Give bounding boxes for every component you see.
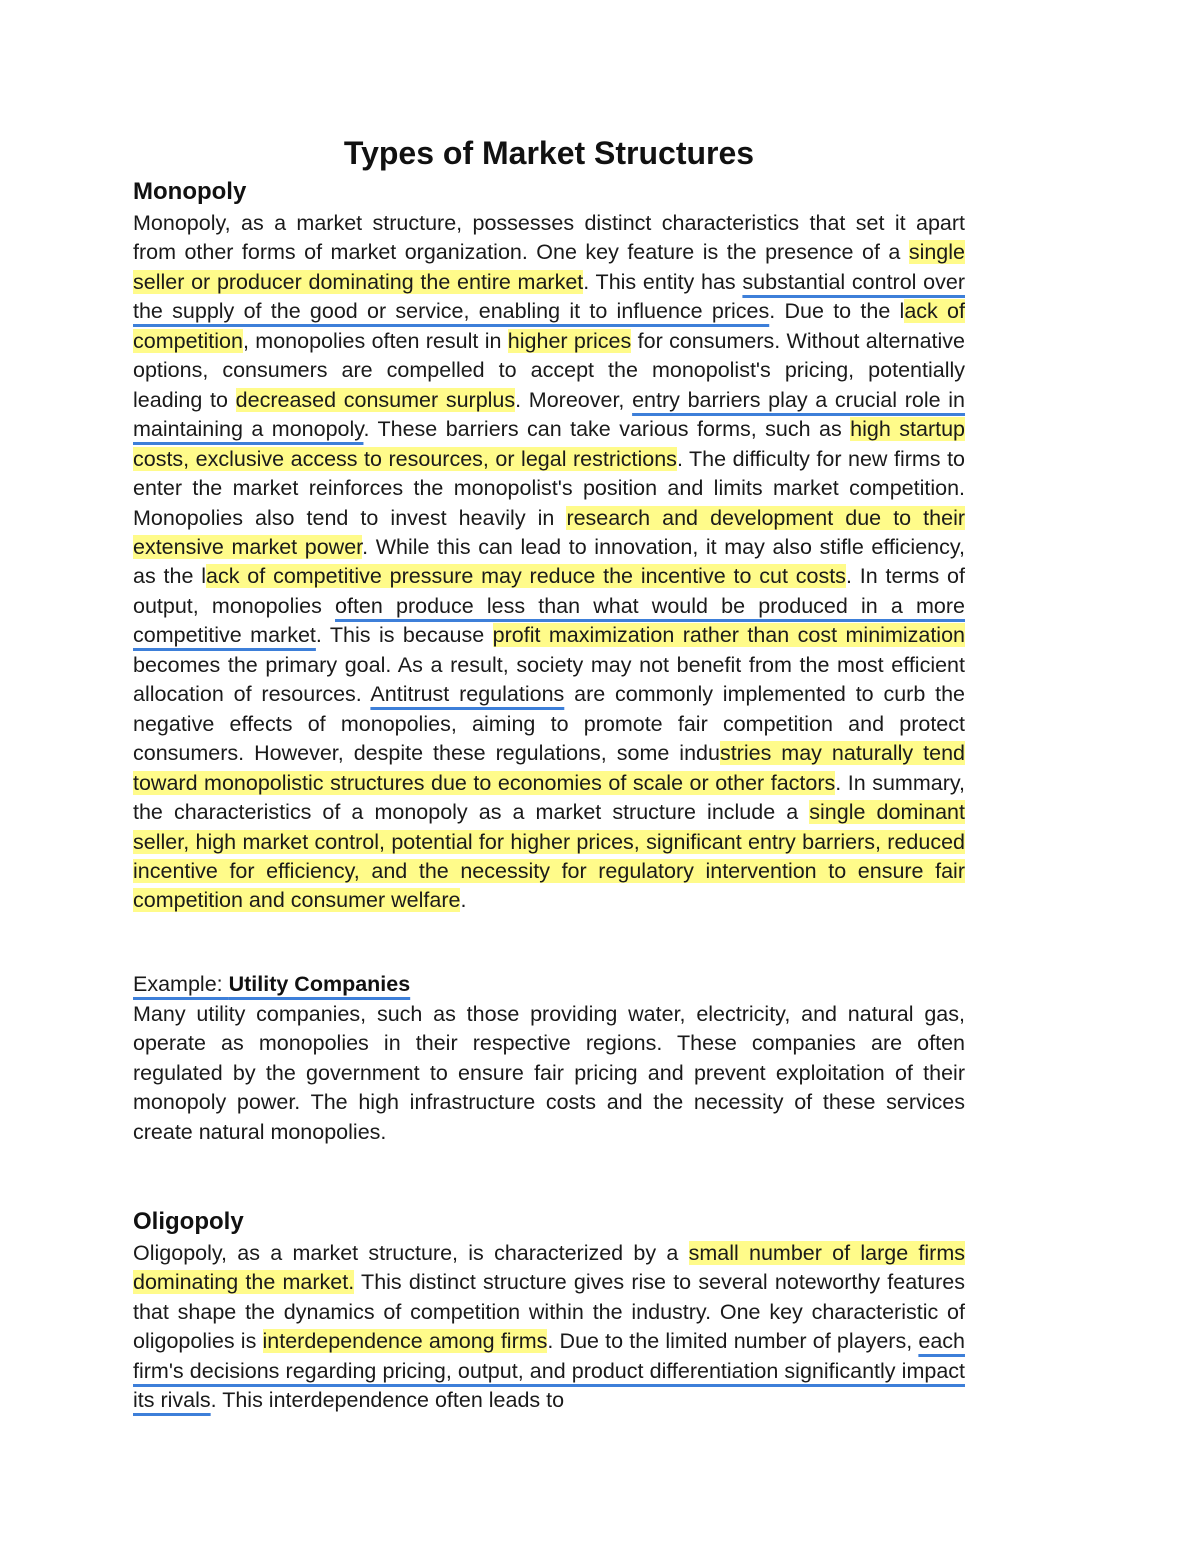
monopoly-paragraph [133,209,965,916]
highlighted-text: small number of large firms dominating the market. [133,1241,965,1295]
highlighted-text: ack of competition [133,299,965,353]
text-run: . This is because [315,623,493,648]
underlined-text: each firm's decisions regarding pricing, output, and product differentiation significantly impact its rivals [133,1329,965,1413]
text-run: . The difficulty for new firms to enter the market reinforces the monopolist's position and limits market competition. Monopolies also tend to invest heavily in [133,446,966,530]
highlighted-text: single seller or producer dominating the entire market [133,240,965,294]
example-label-line [133,972,410,996]
underlined-text: Antitrust regulations [370,682,565,707]
oligopoly-paragraph [133,1239,965,1416]
text-run: . These barriers can take various forms, such as [363,417,851,442]
text-run: . While this can lead to innovation, it may also stifle efficiency, as the l [133,534,966,589]
example-paragraph: Many utility companies, such as those providing water, electricity, and natural gas, operate as monopolies in their respective regions. These companies are often regulated by the government to ensure fair pricing and prevent exploitation of their monopoly power. The high infrastructure costs and the necessity of these services create natural monopolies. [133,1002,965,1144]
text-run: . This interdependence often leads to [210,1388,565,1413]
text-run: . This entity has [583,269,743,294]
highlighted-text: ack of competitive pressure may reduce the incentive to cut costs [206,564,846,589]
highlighted-text: decreased consumer surplus [235,387,516,412]
example-title: Utility Companies [228,972,411,996]
text-run: for consumers. Without alternative options, consumers are compelled to accept the monopolist's pricing, potentially leading to [133,328,965,412]
example-line [133,970,965,999]
highlighted-text: interdependence among firms [262,1329,548,1354]
text-run: becomes the primary goal. As a result, society may not benefit from the most efficient allocation of resources. [133,652,965,707]
highlighted-text: single dominant seller, high market control, potential for higher prices, significant entry barriers, reduced incentive for efficiency, and the necessity for regulatory intervention to ensure fair competition and consumer welfare [133,800,965,913]
text-run: . In summary, the characteristics of a monopoly as a market structure include a [133,770,965,825]
text-run: , monopolies often result in [242,328,508,353]
monopoly-heading: Monopoly [133,178,247,205]
highlighted-text: profit maximization rather than cost minimization [492,623,965,648]
oligopoly-heading: Oligopoly [133,1208,244,1235]
text-run: are commonly implemented to curb the negative effects of monopolies, aiming to promote fair competition and protect consumers. However, despite these regulations, some indu [133,682,965,766]
text-run: . Due to the l [769,299,905,324]
underlined-text: often produce less than what would be produced in a more competitive market [133,593,965,648]
text-run: . Moreover, [515,387,633,412]
text-run: . [460,888,467,913]
text-run: . Due to the limited number of players, [547,1329,919,1354]
highlighted-text: research and development due to their extensive market power [133,505,966,559]
document-title: Types of Market Structures [343,135,755,171]
highlighted-text: high startup costs, exclusive access to resources, or legal restrictions [133,417,965,471]
underlined-text: substantial control over the supply of the good or service, enabling it to influence prices [133,269,965,324]
text-run: . In terms of output, monopolies [133,564,965,618]
highlighted-text: stries may naturally tend toward monopolistic structures due to economies of scale or other factors [133,741,965,795]
text-run: Oligopoly, as a market structure, is characterized by a [133,1241,689,1265]
highlighted-text: higher prices [507,328,632,353]
text-run: This distinct structure gives rise to several noteworthy features that shape the dynamics of competition within the industry. One key characteristic of oligopolies is [133,1270,965,1354]
example-label: Example: [133,972,229,996]
text-run: Monopoly, as a market structure, possesses distinct characteristics that set it apart from other forms of market organization. One key feature is the presence of a [133,211,965,265]
underlined-text: entry barriers play a crucial role in maintaining a monopoly [133,387,966,442]
